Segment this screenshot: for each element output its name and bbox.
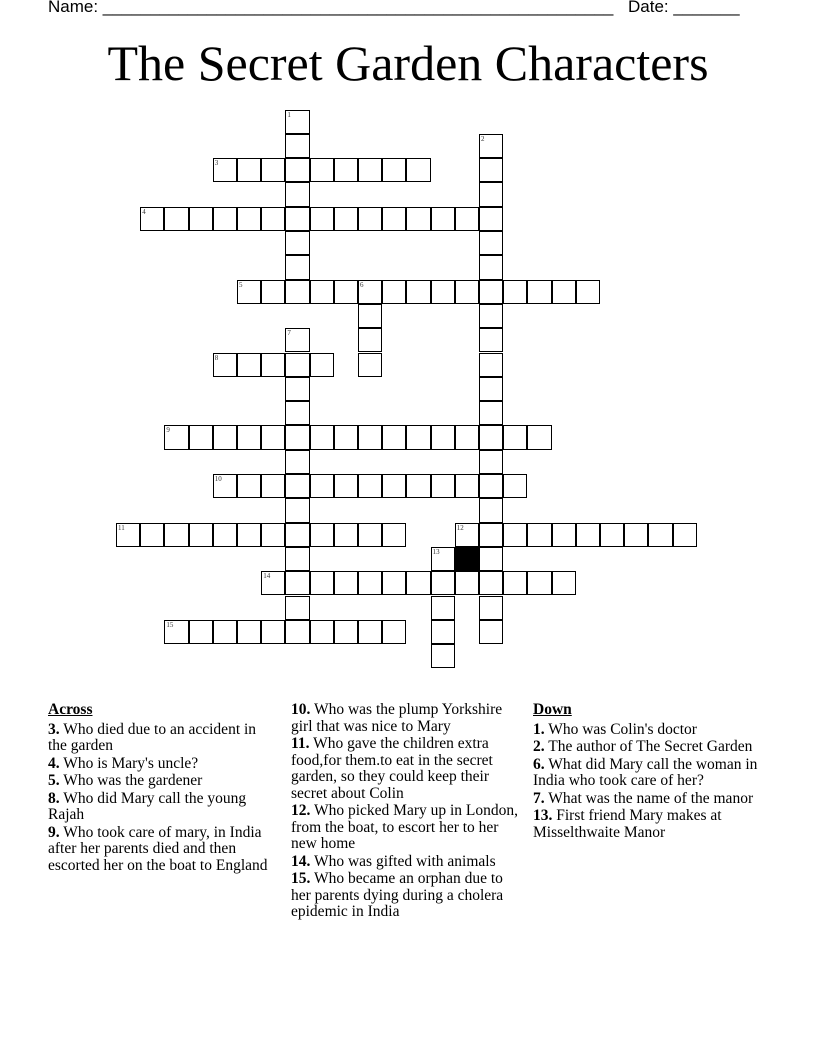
grid-cell[interactable]	[527, 571, 551, 595]
grid-cell[interactable]	[261, 620, 285, 644]
grid-cell[interactable]	[189, 523, 213, 547]
clue-number: 1	[287, 110, 291, 119]
grid-cell[interactable]	[455, 571, 479, 595]
clue-down-7: 7. What was the name of the manor	[533, 789, 754, 807]
grid-cell[interactable]	[455, 207, 479, 231]
grid-cell[interactable]	[310, 353, 334, 377]
grid-cell[interactable]	[237, 280, 261, 304]
across-clues-column-2	[291, 702, 519, 922]
grid-cell[interactable]	[164, 620, 188, 644]
grid-cell[interactable]	[479, 450, 503, 474]
clue-across-4: 4. Who is Mary's uncle?	[48, 754, 199, 772]
grid-cell[interactable]	[358, 158, 382, 182]
grid-cell[interactable]	[261, 280, 285, 304]
grid-cell[interactable]	[431, 547, 455, 571]
grid-cell[interactable]	[213, 474, 237, 498]
clue-across-12: 12. Who picked Mary up in London, from the boat, to escort her to her new home	[291, 802, 519, 852]
page-title: The Secret Garden Characters	[107, 35, 709, 91]
grid-cell[interactable]	[310, 207, 334, 231]
clue-across-5: 5. Who was the gardener	[48, 772, 203, 789]
grid-cell[interactable]	[503, 474, 527, 498]
grid-cell[interactable]	[164, 207, 188, 231]
grid-cell[interactable]	[431, 644, 455, 668]
grid-cell[interactable]	[406, 425, 430, 449]
grid-cell[interactable]	[164, 425, 188, 449]
grid-cell[interactable]	[334, 207, 358, 231]
grid-cell[interactable]	[552, 280, 576, 304]
clue-number: 5	[239, 280, 243, 289]
grid-cell[interactable]	[648, 523, 672, 547]
grid-cell[interactable]	[406, 571, 430, 595]
grid-cell[interactable]	[479, 304, 503, 328]
grid-cell[interactable]	[479, 498, 503, 522]
grid-cell[interactable]	[237, 158, 261, 182]
grid-cell[interactable]	[479, 571, 503, 595]
grid-cell[interactable]	[479, 401, 503, 425]
grid-cell[interactable]	[455, 474, 479, 498]
grid-cell[interactable]	[164, 523, 188, 547]
grid-cell[interactable]	[285, 134, 309, 158]
clue-number: 4	[142, 207, 146, 216]
grid-cell[interactable]	[479, 182, 503, 206]
grid-cell[interactable]	[285, 498, 309, 522]
grid-cell[interactable]	[237, 353, 261, 377]
clue-across-8: 8. Who did Mary call the young Rajah	[48, 789, 247, 823]
grid-cell[interactable]	[310, 158, 334, 182]
grid-cell[interactable]	[285, 450, 309, 474]
grid-cell[interactable]	[285, 182, 309, 206]
grid-cell[interactable]	[358, 328, 382, 352]
grid-cell[interactable]	[358, 280, 382, 304]
black-cell	[455, 547, 479, 571]
clue-across-10: 10. Who was the plump Yorkshire girl that was nice to Mary	[291, 701, 503, 735]
grid-cell[interactable]	[431, 474, 455, 498]
grid-cell[interactable]	[479, 425, 503, 449]
grid-cell[interactable]	[310, 474, 334, 498]
name-field[interactable]: Name: ______________________________________________________	[48, 0, 614, 16]
grid-cell[interactable]	[116, 523, 140, 547]
grid-cell[interactable]	[334, 571, 358, 595]
grid-cell[interactable]	[285, 231, 309, 255]
clue-down-6: 6. What did Mary call the woman in India who took care of her?	[533, 755, 758, 789]
clue-across-15: 15. Who became an orphan due to her parents dying during a cholera epidemic in India	[291, 870, 504, 920]
grid-cell[interactable]	[285, 255, 309, 279]
grid-cell[interactable]	[479, 353, 503, 377]
grid-cell[interactable]	[358, 304, 382, 328]
grid-cell[interactable]	[310, 571, 334, 595]
grid-cell[interactable]	[334, 280, 358, 304]
clue-number: 15	[166, 620, 174, 629]
grid-cell[interactable]	[406, 280, 430, 304]
grid-cell[interactable]	[285, 377, 309, 401]
clue-across-9: 9. Who took care of mary, in India after her parents died and then escorted her on the boat to England	[48, 823, 268, 874]
grid-cell[interactable]	[213, 158, 237, 182]
clue-number: 2	[481, 134, 485, 143]
grid-cell[interactable]	[358, 353, 382, 377]
clue-number: 13	[432, 547, 440, 556]
grid-cell[interactable]	[600, 523, 624, 547]
grid-cell[interactable]	[285, 571, 309, 595]
grid-cell[interactable]	[406, 474, 430, 498]
grid-cell[interactable]	[503, 523, 527, 547]
clue-number: 12	[456, 523, 464, 532]
grid-cell[interactable]	[455, 280, 479, 304]
grid-cell[interactable]	[310, 280, 334, 304]
grid-cell[interactable]	[310, 620, 334, 644]
clue-down-2: 2. The author of The Secret Garden	[533, 738, 753, 755]
grid-cell[interactable]	[285, 280, 309, 304]
grid-cell[interactable]	[479, 134, 503, 158]
grid-cell[interactable]	[261, 158, 285, 182]
date-field[interactable]: Date: _______	[628, 0, 740, 16]
grid-cell[interactable]	[285, 523, 309, 547]
grid-cell[interactable]	[140, 523, 164, 547]
grid-cell[interactable]	[285, 158, 309, 182]
grid-cell[interactable]	[382, 425, 406, 449]
grid-cell[interactable]	[213, 620, 237, 644]
grid-cell[interactable]	[382, 620, 406, 644]
grid-cell[interactable]	[382, 523, 406, 547]
grid-cell[interactable]	[285, 328, 309, 352]
grid-cell[interactable]	[334, 523, 358, 547]
grid-cell[interactable]	[261, 353, 285, 377]
grid-cell[interactable]	[479, 255, 503, 279]
clue-number: 9	[166, 426, 170, 435]
grid-cell[interactable]	[552, 571, 576, 595]
grid-cell[interactable]	[527, 425, 551, 449]
grid-cell[interactable]	[431, 280, 455, 304]
grid-cell[interactable]	[285, 620, 309, 644]
grid-cell[interactable]	[479, 523, 503, 547]
grid-cell[interactable]	[431, 207, 455, 231]
grid-cell[interactable]	[479, 158, 503, 182]
grid-cell[interactable]	[237, 620, 261, 644]
grid-cell[interactable]	[237, 207, 261, 231]
grid-cell[interactable]	[285, 110, 309, 134]
clue-number: 11	[118, 523, 125, 532]
clue-across-3: 3. Who died due to an accident in the garden	[48, 720, 257, 754]
grid-cell[interactable]	[285, 596, 309, 620]
grid-cell[interactable]	[189, 620, 213, 644]
grid-cell[interactable]	[406, 158, 430, 182]
grid-cell[interactable]	[261, 523, 285, 547]
grid-cell[interactable]	[310, 523, 334, 547]
grid-cell[interactable]	[213, 353, 237, 377]
grid-cell[interactable]	[237, 474, 261, 498]
grid-cell[interactable]	[358, 571, 382, 595]
grid-cell[interactable]	[140, 207, 164, 231]
grid-cell[interactable]	[382, 280, 406, 304]
clue-down-13: 13. First friend Mary makes at Misselthwaite Manor	[533, 807, 722, 841]
grid-cell[interactable]	[382, 571, 406, 595]
grid-cell[interactable]	[479, 280, 503, 304]
grid-cell[interactable]	[213, 207, 237, 231]
clue-number: 8	[214, 353, 219, 362]
grid-cell[interactable]	[503, 425, 527, 449]
grid-cell[interactable]	[455, 523, 479, 547]
grid-cell[interactable]	[479, 328, 503, 352]
grid-cell[interactable]	[261, 571, 285, 595]
clue-number: 3	[214, 159, 219, 168]
grid-cell[interactable]	[358, 425, 382, 449]
grid-cell[interactable]	[527, 280, 551, 304]
grid-cell[interactable]	[503, 571, 527, 595]
grid-cell[interactable]	[334, 474, 358, 498]
grid-cell[interactable]	[382, 158, 406, 182]
grid-cell[interactable]	[479, 547, 503, 571]
grid-cell[interactable]	[527, 523, 551, 547]
across-clues-column-1	[48, 702, 273, 875]
grid-cell[interactable]	[285, 547, 309, 571]
grid-cell[interactable]	[261, 207, 285, 231]
grid-cell[interactable]	[479, 207, 503, 231]
grid-cell[interactable]	[431, 620, 455, 644]
grid-cell[interactable]	[213, 523, 237, 547]
grid-cell[interactable]	[285, 401, 309, 425]
grid-cell[interactable]	[285, 474, 309, 498]
grid-cell[interactable]	[382, 207, 406, 231]
grid-cell[interactable]	[334, 158, 358, 182]
grid-cell[interactable]	[431, 596, 455, 620]
grid-cell[interactable]	[431, 571, 455, 595]
grid-cell[interactable]	[285, 207, 309, 231]
grid-cell[interactable]	[358, 620, 382, 644]
grid-cell[interactable]	[431, 425, 455, 449]
grid-cell[interactable]	[261, 425, 285, 449]
grid-cell[interactable]	[479, 377, 503, 401]
grid-cell[interactable]	[455, 425, 479, 449]
grid-cell[interactable]	[358, 523, 382, 547]
across-heading: Across	[48, 701, 93, 718]
grid-cell[interactable]	[479, 231, 503, 255]
grid-cell[interactable]	[213, 425, 237, 449]
grid-cell[interactable]	[310, 425, 334, 449]
grid-cell[interactable]	[334, 425, 358, 449]
grid-cell[interactable]	[237, 523, 261, 547]
clue-number: 14	[263, 572, 271, 581]
grid-cell[interactable]	[503, 280, 527, 304]
clue-number: 7	[287, 329, 291, 338]
grid-cell[interactable]	[285, 353, 309, 377]
grid-cell[interactable]	[479, 620, 503, 644]
grid-cell[interactable]	[285, 425, 309, 449]
grid-cell[interactable]	[334, 620, 358, 644]
clue-across-14: 14. Who was gifted with animals	[291, 852, 496, 870]
down-heading: Down	[533, 701, 572, 718]
down-clues-column	[533, 702, 773, 842]
grid-cell[interactable]	[624, 523, 648, 547]
clue-number: 10	[214, 475, 222, 483]
grid-cell[interactable]	[382, 474, 406, 498]
grid-cell[interactable]	[261, 474, 285, 498]
clue-down-1: 1. Who was Colin's doctor	[533, 720, 697, 738]
grid-cell[interactable]	[673, 523, 697, 547]
grid-cell[interactable]	[189, 207, 213, 231]
grid-cell[interactable]	[406, 207, 430, 231]
grid-cell[interactable]	[237, 425, 261, 449]
clue-number: 6	[360, 280, 364, 289]
grid-cell[interactable]	[479, 474, 503, 498]
grid-cell[interactable]	[189, 425, 213, 449]
grid-cell[interactable]	[479, 596, 503, 620]
clue-across-11: 11. Who gave the children extra food,for them.to eat in the secret garden, so they could keep their secret about Colin	[291, 735, 493, 802]
grid-cell[interactable]	[358, 474, 382, 498]
grid-cell[interactable]	[358, 207, 382, 231]
grid-cell[interactable]	[552, 523, 576, 547]
grid-cell[interactable]	[576, 523, 600, 547]
grid-cell[interactable]	[576, 280, 600, 304]
